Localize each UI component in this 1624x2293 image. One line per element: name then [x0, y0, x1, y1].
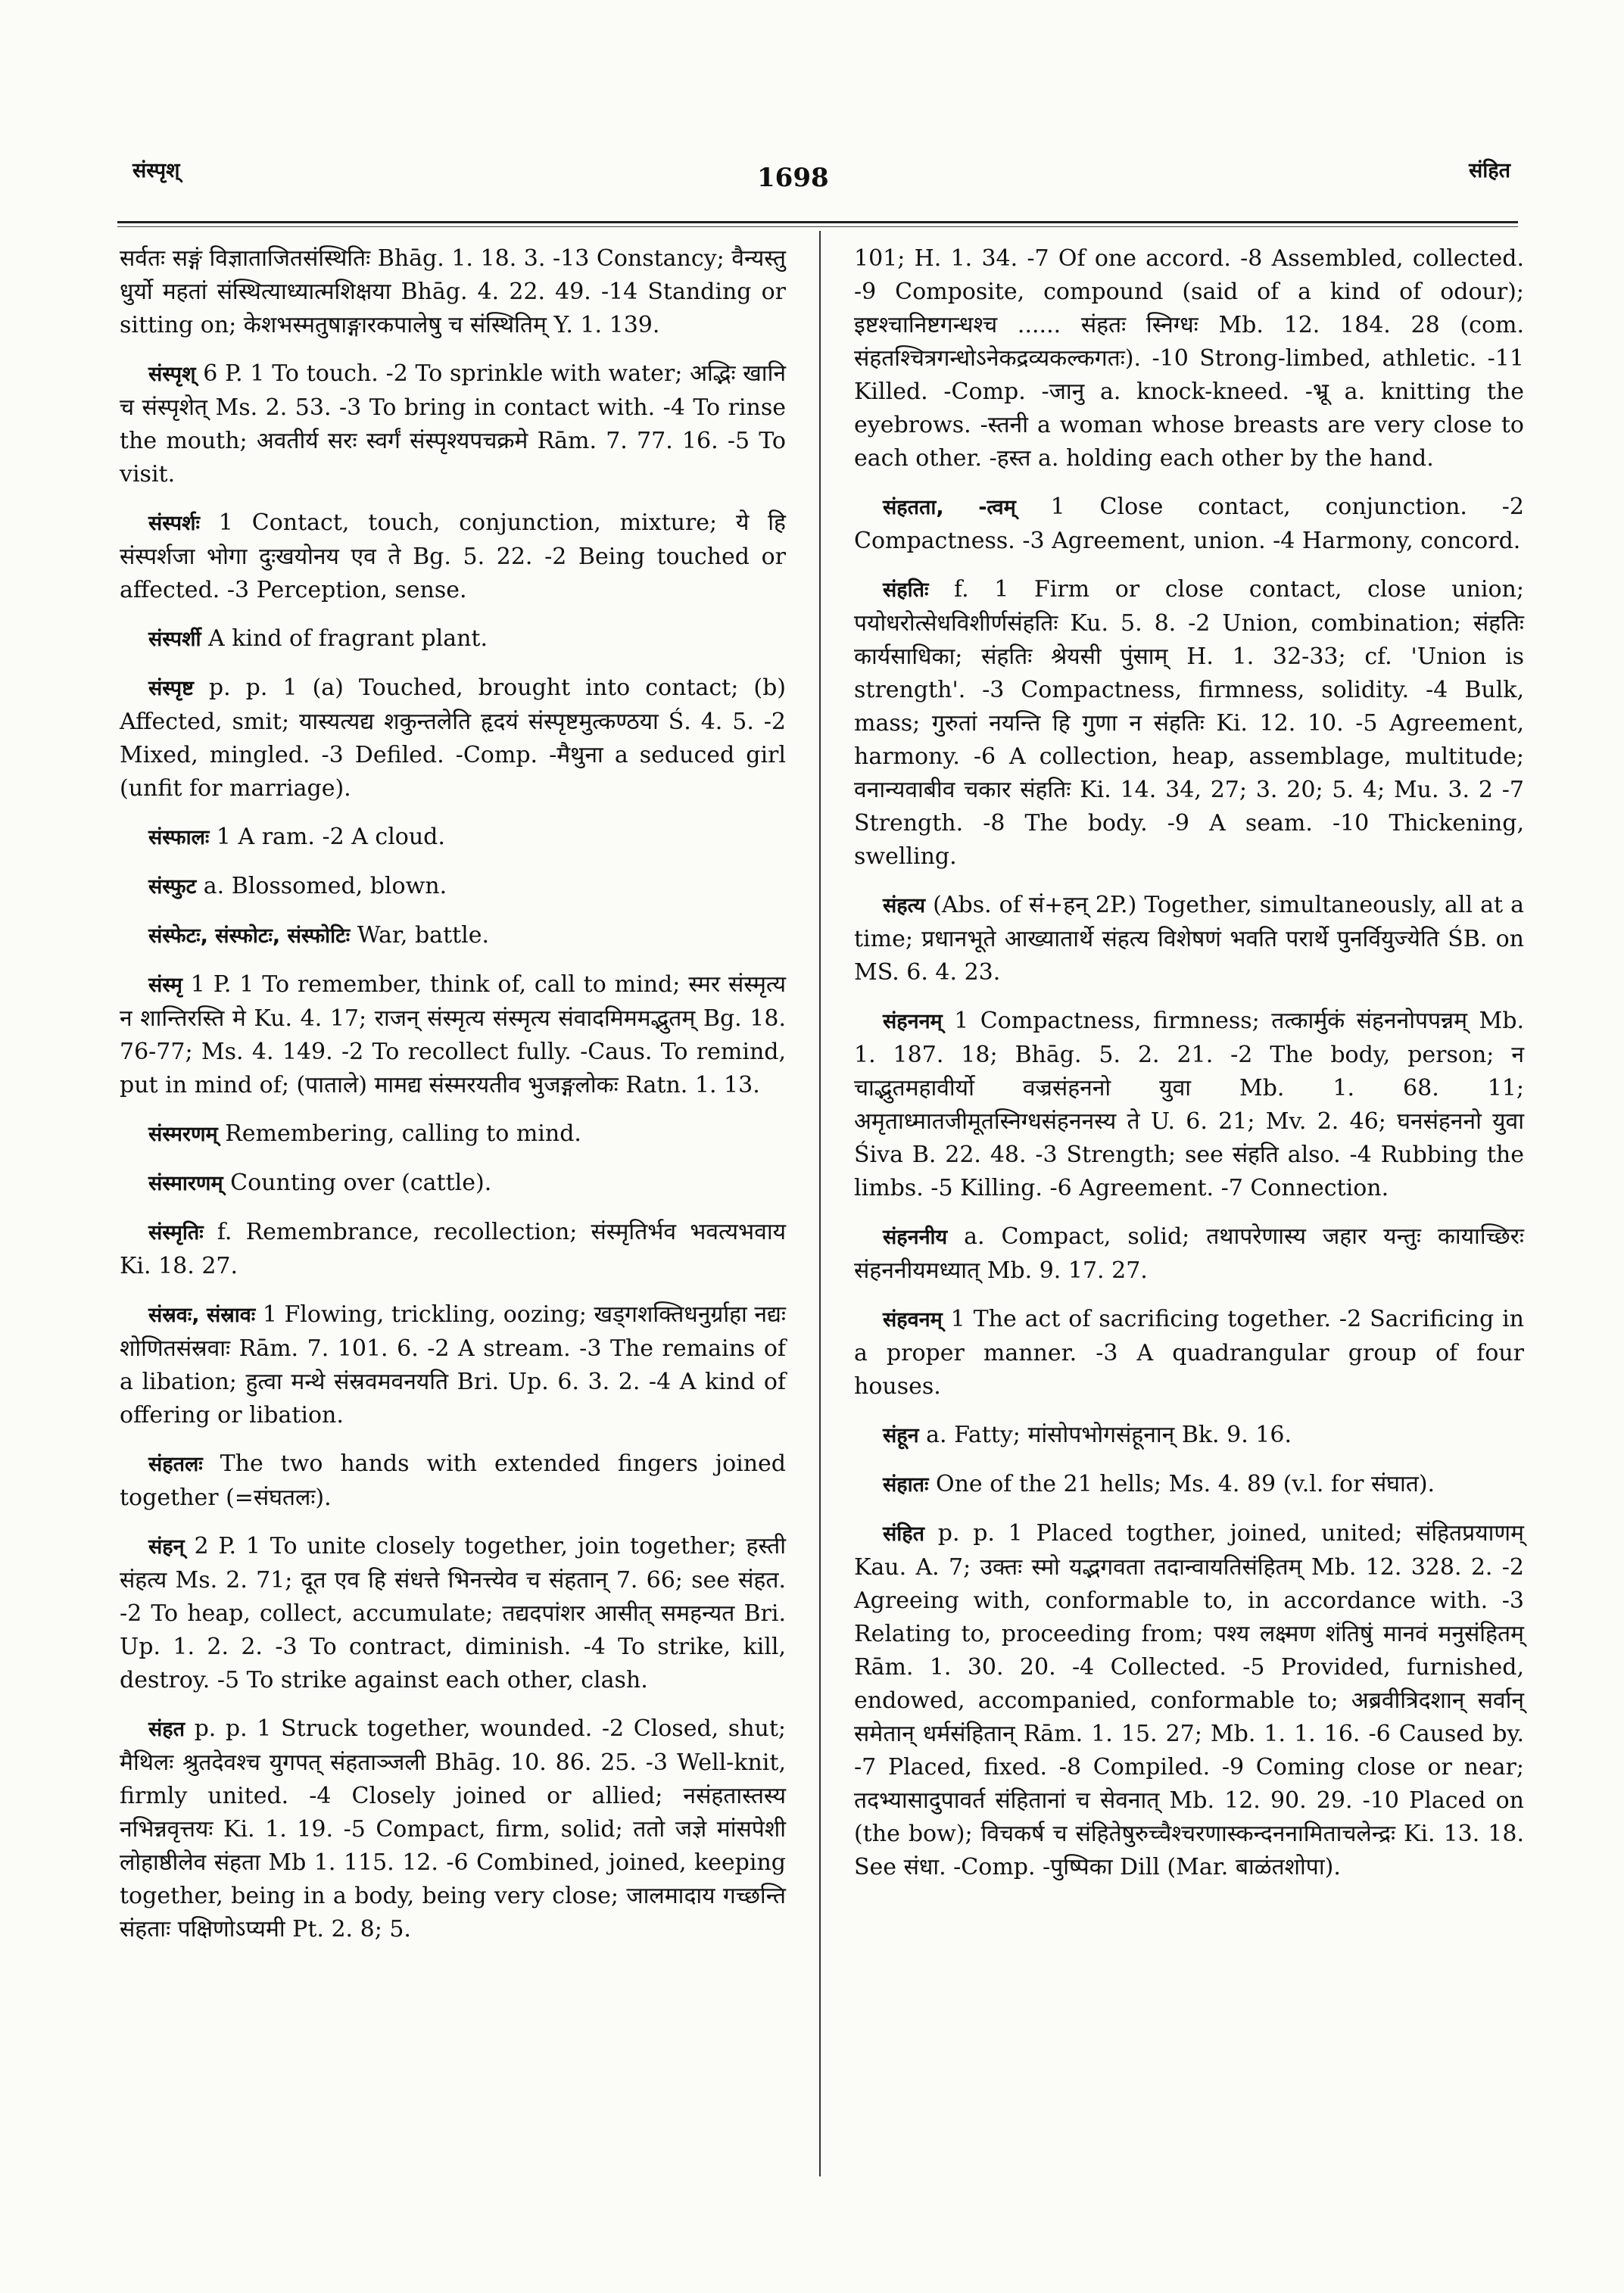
entry-definition: 1 Close contact, conjunction. -2 Compactness. -3 Agreement, union. -4 Harmony, concord.	[854, 494, 1525, 554]
entry-definition: a. Compact, solid; तथापरेणास्य जहार यन्तुः कायाच्छिरः संहननीयमध्यात् Mb. 9. 17. 27.	[854, 1223, 1524, 1284]
entry-headword: संहातः	[883, 1473, 929, 1497]
header-left-guide-word: संस्पृश्	[132, 159, 180, 182]
dictionary-entry	[120, 968, 786, 1102]
dictionary-entry	[854, 1468, 1524, 1502]
entry-headword: संस्मरणम्	[148, 1123, 218, 1146]
entry-headword: संहवनम्	[883, 1308, 943, 1332]
entry-headword: संहित	[883, 1522, 924, 1546]
entry-definition: 1 A ram. -2 A cloud.	[216, 824, 445, 850]
entry-headword: संस्पृश्	[148, 363, 196, 386]
entry-headword: संस्पर्शी	[148, 628, 201, 651]
entry-headword: संस्फुट	[148, 875, 197, 899]
entry-definition: सर्वतः सङ्गं विज्ञाताजितसंस्थितिः Bhāg. 1. 18. 3. -13 Constancy; वैन्यस्तु धुर्यो महतां संस्थित्याध्यात्मशिक्षया Bhāg. 4. 22. 49. -14 Standing or sitting on; केशभस्मतुषाङ्गारकपालेषु च संस्थितिम् Y. 1. 139.	[120, 245, 786, 338]
entry-definition: 1 Compactness, firmness; तत्कार्मुकं संहननोपपन्नम् Mb. 1. 187. 18; Bhāg. 5. 2. 21. -2 The body, person; न चाद्भुतमहावीर्यो वज्रसंहननो युवा Mb. 1. 68. 11; अमृताध्मातजीमूतस्निग्धसंहननस्य ते U. 6. 21; Mv. 2. 46; घनसंहननो युवा Śiva B. 22. 48. -3 Strength; see संहति also. -4 Rubbing the limbs. -5 Killing. -6 Agreement. -7 Connection.	[854, 1008, 1524, 1201]
entry-definition: Remembering, calling to mind.	[225, 1120, 581, 1147]
dictionary-entry	[854, 242, 1524, 475]
header-rule	[117, 221, 1518, 223]
entry-headword: संस्पृष्ट	[148, 677, 194, 700]
entry-headword: संहननम्	[883, 1010, 943, 1033]
header-rule-thin	[117, 226, 1518, 227]
entry-headword: संस्मृतिः	[148, 1221, 204, 1245]
dictionary-entry	[120, 506, 786, 607]
dictionary-entry	[120, 1447, 786, 1515]
dictionary-entry	[854, 573, 1524, 874]
page-number: 1698	[757, 163, 829, 193]
dictionary-entry	[854, 491, 1524, 558]
entry-headword: संस्फेटः, संस्फोटः, संस्फोटिः	[148, 924, 351, 948]
dictionary-entry	[120, 622, 786, 656]
entry-definition: 1 The act of sacrificing together. -2 Sacrificing in a proper manner. -3 A quadrangular group of four houses.	[854, 1306, 1524, 1400]
entry-headword: संस्मृ	[148, 974, 182, 997]
entry-definition: p. p. 1 Placed togther, joined, united; संहितप्रयाणम् Kau. A. 7; उक्तः स्मो यद्भगवता तदान्वायतिसंहितम् Mb. 12. 328. 2. -2 Agreeing with, conformable to, in accordance with. -3 Relating to, proceeding from; पश्य लक्ष्मण शंतिषुं मानवं मनुसंहितम् Rām. 1. 30. 20. -4 Collected. -5 Provided, furnished, endowed, accompanied, conformable to; अब्रवीत्रिदशान् सर्वान् समेतान् धर्मसंहितान् Rām. 1. 15. 27; Mb. 1. 1. 16. -6 Caused by. -7 Placed, fixed. -8 Compiled. -9 Coming close or near; तदभ्यासादुपावर्त संहितानां च सेवनात् Mb. 12. 90. 29. -10 Placed on (the bow); विचकर्ष च संहितेषुरुच्चैश्चरणास्कन्दननामिताचलेन्द्रः Ki. 13. 18. See संधा. -Comp. -पुष्पिका Dill (Mar. बाळंतशोपा).	[854, 1520, 1524, 1880]
entry-headword: संस्मारणम्	[148, 1172, 223, 1195]
entry-headword: संस्रवः, संस्रावः	[148, 1304, 256, 1327]
entry-definition: 6 P. 1 To touch. -2 To sprinkle with water; अद्भिः खानि च संस्पृशेत् Ms. 2. 53. -3 To bring in contact with. -4 To rinse the mouth; अवतीर्य सरः स्वर्गं संस्पृश्यपचक्रमे Rām. 7. 77. 16. -5 To visit.	[120, 360, 786, 488]
dictionary-entry	[120, 919, 786, 953]
left-column	[120, 242, 786, 1961]
dictionary-entry	[854, 1517, 1524, 1884]
entry-definition: War, battle.	[357, 922, 490, 949]
entry-headword: संहतलः	[148, 1453, 203, 1476]
dictionary-entry	[120, 1117, 786, 1151]
entry-definition: f. Remembrance, recollection; संस्मृतिर्भव भवत्यभवाय Ki. 18. 27.	[120, 1219, 786, 1279]
entry-definition: p. p. 1 (a) Touched, brought into contact; (b) Affected, smit; यास्यत्यद्य शकुन्तलेति हृदयं संस्पृष्टमुत्कण्ठया Ś. 4. 5. -2 Mixed, mingled. -3 Defiled. -Comp. -मैथुना a seduced girl (unfit for marriage).	[120, 675, 786, 802]
dictionary-entry	[120, 1712, 786, 1946]
column-divider	[819, 231, 821, 2176]
entry-headword: संहत	[148, 1718, 185, 1741]
dictionary-entry	[120, 1167, 786, 1201]
entry-headword: संस्फालः	[148, 826, 210, 849]
entry-definition: a. Fatty; मांसोपभोगसंहूनान् Bk. 9. 16.	[926, 1422, 1292, 1448]
right-column	[854, 242, 1524, 1899]
entry-headword: संहतता, -त्वम्	[883, 496, 1016, 519]
dictionary-entry	[854, 1303, 1524, 1404]
entry-headword: संहननीय	[883, 1226, 948, 1249]
dictionary-entry	[120, 671, 786, 805]
dictionary-entry	[120, 1530, 786, 1697]
dictionary-entry	[854, 1419, 1524, 1453]
dictionary-entry	[120, 870, 786, 904]
entry-definition: A kind of fragrant plant.	[208, 625, 488, 652]
entry-definition: 1 Contact, touch, conjunction, mixture; ये हि संस्पर्शजा भोगा दुःखयोनय एव ते Bg. 5. 22. -2 Being touched or affected. -3 Perception, sense.	[120, 509, 786, 603]
entry-headword: संहन्	[148, 1535, 185, 1559]
entry-definition: The two hands with extended fingers joined together (=संघतलः).	[120, 1450, 786, 1511]
dictionary-entry	[854, 1220, 1524, 1288]
dictionary-entry	[854, 889, 1524, 989]
dictionary-entry	[120, 242, 786, 342]
dictionary-entry	[120, 1298, 786, 1432]
dictionary-entry	[120, 821, 786, 855]
entry-definition: 2 P. 1 To unite closely together, join together; हस्ती संहत्य Ms. 2. 71; दूत एव हि संधत्ते भिनत्त्येव च संहतान् 7. 66; see संहत. -2 To heap, collect, accumulate; तद्यदपांशर आसीत् समहन्यत Bri. Up. 1. 2. 2. -3 To contract, diminish. -4 To strike, kill, destroy. -5 To strike against each other, clash.	[120, 1533, 786, 1693]
entry-headword: संहून	[883, 1424, 919, 1447]
entry-definition: f. 1 Firm or close contact, close union; पयोधरोत्सेधविशीर्णसंहतिः Ku. 5. 8. -2 Union, combination; संहतिः कार्यसाधिका; संहतिः श्रेयसी पुंसाम् H. 1. 32-33; cf. 'Union is strength'. -3 Compactness, firmness, solidity. -4 Bulk, mass; गुरुतां नयन्ति हि गुणा न संहतिः Ki. 12. 10. -5 Agreement, harmony. -6 A collection, heap, assemblage, multitude; वनान्यवाबीव चकार संहतिः Ki. 14. 34, 27; 3. 20; 5. 4; Mu. 3. 2 -7 Strength. -8 The body. -9 A seam. -10 Thickening, swelling.	[854, 576, 1524, 870]
dictionary-entry	[120, 357, 786, 491]
entry-headword: संहतिः	[883, 578, 929, 602]
entry-definition: One of the 21 hells; Ms. 4. 89 (v.l. for संघात).	[935, 1471, 1435, 1497]
entry-definition: p. p. 1 Struck together, wounded. -2 Closed, shut; मैथिलः श्रुतदेवश्च युगपत् संहताञ्जली Bhāg. 10. 86. 25. -3 Well-knit, firmly united. -4 Closely joined or allied; नसंहतास्तस्य नभिन्नवृत्तयः Ki. 1. 19. -5 Compact, firm, solid; ततो जज्ञे मांसपेशी लोहाष्ठीलेव संहता Mb 1. 115. 12. -6 Combined, joined, keeping together, being in a body, being very close; जालमादाय गच्छन्ति संहताः पक्षिणोऽप्यमी Pt. 2. 8; 5.	[120, 1715, 786, 1943]
header-right-guide-word: संहित	[1469, 159, 1510, 182]
entry-definition: 101; H. 1. 34. -7 Of one accord. -8 Assembled, collected. -9 Composite, compound (said of a kind of odour); इष्टश्चानिष्टगन्धश्च ...... संहतः स्निग्धः Mb. 12. 184. 28 (com. संहतश्चित्रगन्धोऽनेकद्रव्यकल्कगतः). -10 Strong-limbed, athletic. -11 Killed. -Comp. -जानु a. knock-kneed. -भ्रू a. knitting the eyebrows. -स्तनी a woman whose breasts are very close to each other. -हस्त a. holding each other by the hand.	[854, 245, 1524, 472]
entry-definition: Counting over (cattle).	[230, 1170, 492, 1196]
dictionary-entry	[854, 1005, 1524, 1205]
dictionary-entry	[120, 1216, 786, 1283]
entry-definition: (Abs. of सं+हन् 2P.) Together, simultaneously, all at a time; प्रधानभूते आख्यातार्थे संहत्य विशेषणं भवति परार्थे पुनर्वियुज्येति ŚB. on MS. 6. 4. 23.	[854, 892, 1524, 986]
entry-headword: संहत्य	[883, 894, 926, 918]
entry-headword: संस्पर्शः	[148, 512, 200, 535]
entry-definition: a. Blossomed, blown.	[203, 873, 447, 899]
entry-definition: 1 Flowing, trickling, oozing; खड्गशक्तिधनुर्ग्राहा नद्यः शोणितसंस्रवाः Rām. 7. 101. 6. -2 A stream. -3 The remains of a libation; हुत्वा मन्थे संस्रवमवनयति Bri. Up. 6. 3. 2. -4 A kind of offering or libation.	[120, 1301, 786, 1428]
entry-definition: 1 P. 1 To remember, think of, call to mind; स्मर संस्मृत्य न शान्तिरस्ति मे Ku. 4. 17; राजन् संस्मृत्य संस्मृत्य संवादमिममद्भुतम् Bg. 18. 76-77; Ms. 4. 149. -2 To recollect fully. -Caus. To remind, put in mind of; (पाताले) मामद्य संस्मरयतीव भुजङ्गलोकः Ratn. 1. 13.	[120, 971, 786, 1098]
